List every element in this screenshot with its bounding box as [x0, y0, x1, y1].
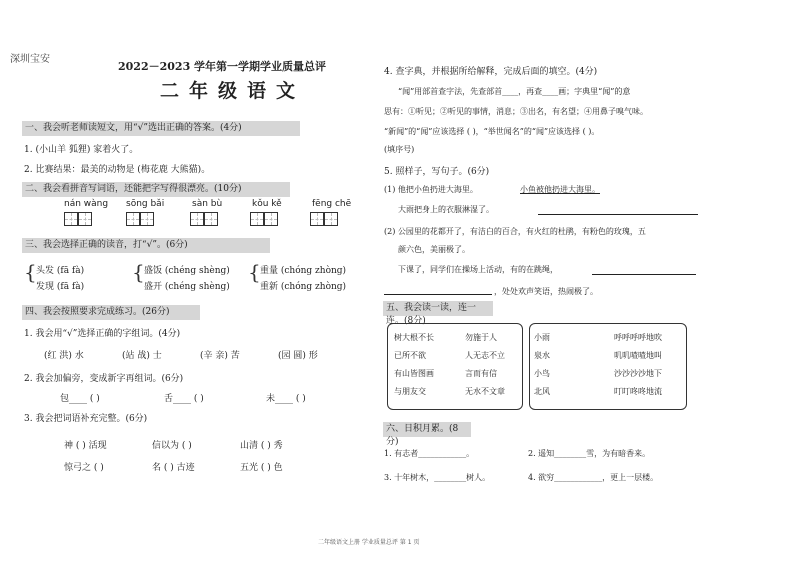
answer-line[interactable] [384, 294, 492, 295]
q5-line-5: 下课了，同学们在操场上活动，有的在跳绳， [398, 265, 558, 274]
q4-line-2: 思有：①听见；②听见的事情，消息；③出名，有名望；④用鼻子嗅气味。 [384, 107, 648, 116]
word-choice-1[interactable]: (红 洪) 水 [44, 351, 84, 361]
exam-title: 2022－2023 学年第一学期学业质量总评 [118, 60, 327, 73]
pinyin-4: kǒu kě [252, 199, 282, 209]
recite-1[interactable]: 1. 有志者____________。 [384, 449, 475, 458]
match-item[interactable]: 言而有信 [465, 369, 497, 378]
recite-3[interactable]: 3. 十年树木，________树人。 [384, 473, 491, 482]
match-item[interactable]: 呼呼呼呼地吹 [614, 333, 662, 342]
match-item[interactable]: 无水不文章 [465, 387, 505, 396]
q5-example-1: (1) 他把小鱼扔进大海里。 [384, 185, 478, 194]
match-item[interactable]: 泉水 [534, 351, 550, 360]
s1-question-1[interactable]: 1. (小山羊 狐狸) 家着火了。 [24, 145, 139, 155]
section-4-title: 四、我会按照要求完成练习。(26分) [22, 305, 200, 320]
q4-line-3[interactable]: “新闻”的“闻”应该选择 ( )，“举世闻名”的“闻”应该选择 ( )。 [384, 127, 600, 136]
idiom-6[interactable]: 五光 ( ) 色 [240, 463, 283, 473]
idiom-4[interactable]: 惊弓之 ( ) [64, 463, 104, 473]
q5-answer-1: 小鱼被他扔进大海里。 [520, 185, 600, 194]
idiom-2[interactable]: 信以为 ( ) [152, 441, 192, 451]
match-item[interactable]: 叮叮咚咚地流 [614, 387, 662, 396]
radical-3[interactable]: 未____ ( ) [266, 394, 306, 404]
pron-1b[interactable]: 发现 (fā fà) [36, 282, 85, 292]
recite-4[interactable]: 4. 欲穷____________，更上一层楼。 [528, 473, 659, 482]
pron-2b[interactable]: 盛开 (chéng shèng) [144, 282, 230, 292]
q5-example-2: 大雨把身上的衣服淋湿了。 [398, 205, 494, 214]
q5-line-3: (2) 公园里的花都开了，有洁白的百合，有火红的杜鹃，有粉色的玫瑰，五 [384, 227, 646, 236]
writing-cell[interactable] [190, 212, 204, 226]
idiom-1[interactable]: 神 ( ) 活现 [64, 441, 107, 451]
word-choice-2[interactable]: (站 战) 士 [122, 351, 162, 361]
pron-3a[interactable]: 重量 (chóng zhòng) [260, 266, 347, 276]
answer-line[interactable] [538, 214, 698, 215]
brace: { [248, 260, 261, 284]
q4-line-1[interactable]: “闻”用部首查字法，先查部首____，再查____画；字典里“闻”的意 [398, 87, 631, 96]
writing-cell[interactable] [264, 212, 278, 226]
q5-line-6: ，处处欢声笑语，热闹极了。 [494, 287, 598, 296]
section-2-title: 二、我会看拼音写词语，还能把字写得很漂亮。(10分) [22, 182, 290, 197]
writing-cell[interactable] [78, 212, 92, 226]
brace: { [132, 260, 145, 284]
s4-question-2: 2. 我会加偏旁，变成新字再组词。(6分) [24, 374, 184, 384]
writing-cell[interactable] [204, 212, 218, 226]
writing-cell[interactable] [250, 212, 264, 226]
s4-question-5: 5. 照样子，写句子。(6分) [384, 167, 490, 177]
writing-cell[interactable] [64, 212, 78, 226]
writing-cell[interactable] [324, 212, 338, 226]
word-choice-4[interactable]: (园 圆) 形 [278, 351, 318, 361]
match-item[interactable]: 已所不欲 [394, 351, 426, 360]
pinyin-5: fēng chē [312, 199, 352, 209]
section-3-title: 三、我会选择正确的读音，打“√”。(6分) [22, 238, 270, 253]
pinyin-3: sàn bù [192, 199, 223, 209]
word-choice-3[interactable]: (辛 亲) 苦 [200, 351, 240, 361]
pron-1a[interactable]: 头发 (fā fà) [36, 266, 85, 276]
match-item[interactable]: 有山皆图画 [394, 369, 434, 378]
match-item[interactable]: 小鸟 [534, 369, 550, 378]
writing-cell[interactable] [140, 212, 154, 226]
match-item[interactable]: 勿施于人 [465, 333, 497, 342]
match-item[interactable]: 与朋友交 [394, 387, 426, 396]
pron-3b[interactable]: 重新 (chóng zhòng) [260, 282, 347, 292]
radical-1[interactable]: 包____ ( ) [60, 394, 100, 404]
q5-line-4: 颜六色，美丽极了。 [398, 245, 470, 254]
brace: { [24, 260, 37, 284]
page-footer: 二年级语文上册 学业质量总评 第 1 页 [318, 539, 420, 546]
match-item[interactable]: 北风 [534, 387, 550, 396]
s4-question-4: 4. 查字典，并根据所给解释，完成后面的填空。(4分) [384, 67, 598, 77]
school-stamp: 深圳宝安 [10, 54, 50, 65]
s4-question-3: 3. 我会把词语补充完整。(6分) [24, 414, 148, 424]
pinyin-1: nán wàng [64, 199, 109, 209]
subject-title: 二年级语文 [160, 80, 306, 102]
s4-question-1: 1. 我会用“√”选择正确的字组词。(4分) [24, 329, 181, 339]
s1-question-2[interactable]: 2. 比赛结果：最美的动物是 (梅花鹿 大熊猫)。 [24, 165, 211, 175]
match-item[interactable]: 人无志不立 [465, 351, 505, 360]
q4-line-4: (填序号) [384, 145, 415, 154]
match-item[interactable]: 树大根不长 [394, 333, 434, 342]
section-1-title: 一、我会听老师读短文，用“√”选出正确的答案。(4分) [22, 121, 300, 136]
pinyin-2: sōng bǎi [126, 199, 165, 209]
section-5-title: 五、我会读一读，连一连。(8分) [383, 301, 493, 316]
idiom-5[interactable]: 名 ( ) 古迹 [152, 463, 195, 473]
writing-cell[interactable] [126, 212, 140, 226]
writing-cell[interactable] [310, 212, 324, 226]
match-item[interactable]: 叽叽喳喳地叫 [614, 351, 662, 360]
pron-2a[interactable]: 盛饭 (chéng shèng) [144, 266, 230, 276]
match-item[interactable]: 沙沙沙沙地下 [614, 369, 662, 378]
idiom-3[interactable]: 山清 ( ) 秀 [240, 441, 283, 451]
radical-2[interactable]: 舌____ ( ) [164, 394, 204, 404]
section-6-title: 六、日积月累。(8分) [383, 422, 471, 437]
recite-2[interactable]: 2. 遥知________雪，为有暗香来。 [528, 449, 651, 458]
match-item[interactable]: 小雨 [534, 333, 550, 342]
answer-line[interactable] [592, 274, 696, 275]
match-box-right [529, 323, 687, 410]
